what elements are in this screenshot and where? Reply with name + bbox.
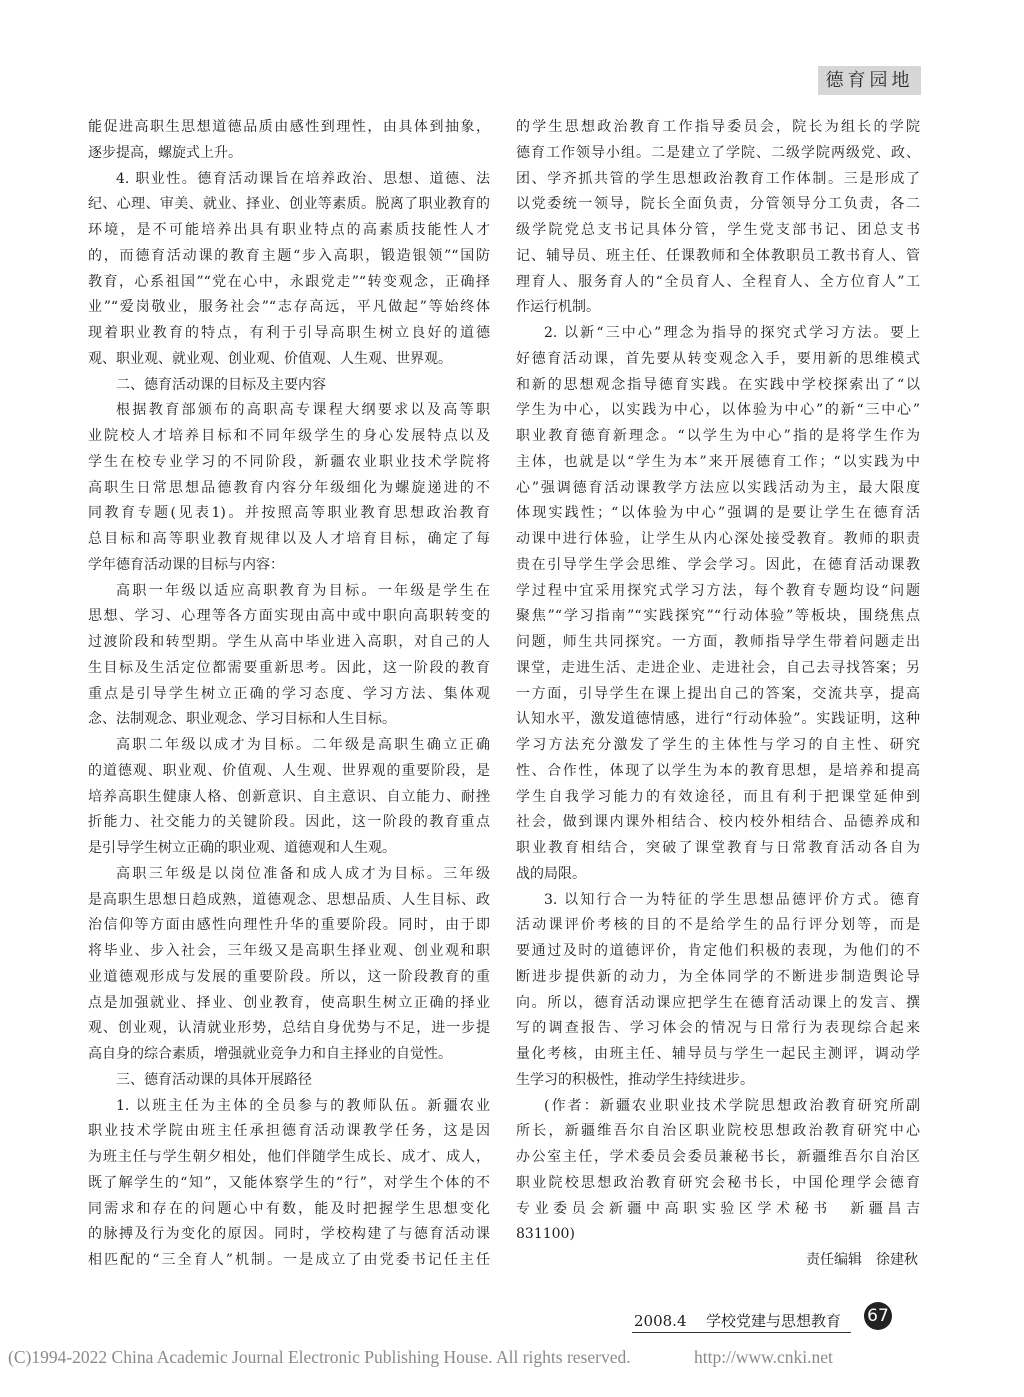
paragraph [88,167,490,373]
text-line: 写的调查报告、学习体会的情况与日常行为表现综合起来 [516,1020,920,1037]
copyright-url: http://www.cnki.net [694,1347,833,1367]
text-line: 思想、学习、心理等各方面实现由高中或中职向高职转变的 [88,608,490,625]
text-line: 同需求和存在的问题心中有数，能及时把握学生思想变化 [88,1200,490,1217]
text-line: 好德育活动课，首先要从转变观念入手，要用新的思维模式 [516,350,920,367]
text-line: 要通过及时的道德评价，肯定他们积极的表现，为他们的不 [516,943,920,959]
text-line: 聚焦”“学习指南”“实践探究”“行动体验”等板块，围绕焦点 [516,608,920,625]
text-line: 职业技术学院由班主任承担德育活动课教学任务，这是因 [88,1123,490,1140]
text-line: 业”“爱岗敬业，服务社会”“志存高远，平凡做起”等始终体 [88,299,490,316]
right-column [516,115,920,1274]
text-line: 是高职生思想日趋成熟，道德观念、思想品质、人生目标、政 [88,891,490,908]
text-line: 断进步提供新的动力，为全体同学的不断进步制造舆论导 [516,968,920,985]
text-line: 业院校人才培养目标和不同年级学生的身心发展特点以及 [88,428,490,444]
text-line: 作运行机制。 [516,299,600,316]
text-line: 教育，心系祖国”“党在心中，永跟党走”“转变观念，正确择 [88,273,490,290]
right-column-paragraphs [516,115,920,1248]
text-line: 学过程中宜采用探究式学习方法，每个教育专题均设“问题 [516,582,920,599]
text-line: 动课中进行体验，让学生从内心深处接受教育。教师的职责 [516,531,920,547]
text-line: 培养高职生健康人格、创新意识、自主意识、自立能力、耐挫 [88,788,490,805]
text-line: 向。所以，德育活动课应把学生在德育活动课上的发言、撰 [516,994,920,1011]
text-line: 业道德观形成与发展的重要阶段。所以，这一阶段教育的重 [88,968,490,985]
text-line: 记、辅导员、班主任、任课教师和全体教职员工教书育人、管 [516,247,920,264]
text-line: 职业教育德育新理念。“以学生为中心”指的是将学生作为 [516,428,920,444]
paragraph [516,888,920,1094]
text-line: 的脉搏及行为变化的原因。同时，学校构建了与德育活动课 [88,1226,490,1243]
text-line: 所长，新疆维吾尔自治区职业院校思想政治教育研究中心 [516,1123,920,1140]
text-line: 问题，师生共同探究。一方面，教师指导学生带着问题走出 [516,634,920,650]
text-line: 观、创业观，认清就业形势，总结自身优势与不足，进一步提 [88,1020,490,1037]
text-line: 为班主任与学生朝夕相处，他们伴随学生成长、成才、成人， [88,1149,490,1165]
text-line: 纪、心理、审美、就业、择业、创业等素质。脱离了职业教育的 [88,196,490,213]
text-line: 重点是引导学生树立正确的学习态度、学习方法、集体观 [88,685,490,702]
text-line: 折能力、社交能力的关键阶段。因此，这一阶段的教育重点 [88,814,490,831]
editor-credit: 责任编辑 徐建秋 [806,1252,918,1268]
text-line: 学生在校专业学习的不同阶段，新疆农业职业技术学院将 [88,453,490,470]
text-line: 三、德育活动课的具体开展路径 [116,1071,312,1088]
text-line: 理育人、服务育人的“全员育人、全程育人、全方位育人”工 [516,273,920,290]
text-line: 专业委员会新疆中高职实验区学术秘书 新疆昌吉 [516,1200,920,1217]
text-line: 学生自我学习能力的有效途径，而且有利于把课堂延伸到 [516,788,920,805]
text-line: 同教育专题(见表1)。并按照高等职业教育思想政治教育 [88,505,490,522]
text-line: 量化考核，由班主任、辅导员与学生一起民主测评，调动学 [516,1046,920,1062]
text-line: 的道德观、职业观、价值观、人生观、世界观的重要阶段，是 [88,762,490,779]
text-line: 高职生日常思想品德教育内容分年级细化为螺旋递进的不 [88,479,490,496]
text-line: (作者：新疆农业职业技术学院思想政治教育研究所副 [544,1097,920,1114]
paragraph [88,398,490,578]
text-line: 团、学齐抓共管的学生思想政治教育工作体制。三是形成了 [516,170,920,187]
text-line: 主体，也就是以“学生为本”来开展德育工作；“以实践为中 [516,453,920,470]
footer-journal-title: 学校党建与思想教育 [706,1312,842,1330]
text-line: 高职一年级以适应高职教育为目标。一年级是学生在 [116,582,490,599]
page-number-badge: 67 [864,1302,892,1330]
text-line: 总目标和高等职业教育规律以及人才培育目标，确定了每 [88,531,490,547]
paragraph [88,115,490,167]
text-line: 高职二年级以成才为目标。二年级是高职生确立正确 [116,737,490,753]
text-line: 4. 职业性。德育活动课旨在培养政治、思想、道德、法 [116,170,490,187]
text-line: 社会，做到课内课外相结合、校内校外相结合、品德养成和 [516,814,920,831]
text-line: 既了解学生的“知”，又能体察学生的“行”，对学生个体的不 [88,1174,490,1191]
text-line: 课堂，走进生活、走进企业、走进社会，自己去寻找答案；另 [516,659,920,676]
paragraph [88,862,490,1068]
text-line: 2. 以新“三中心”理念为指导的探究式学习方法。要上 [544,325,920,341]
text-line: 二、德育活动课的目标及主要内容 [116,376,326,393]
text-line: 学习方法充分激发了学生的主体性与学习的自主性、研究 [516,737,920,753]
text-line: 职业教育相结合，突破了课堂教育与日常教育活动各自为 [516,840,920,856]
text-line: 办公室主任，学术委员会委员兼秘书长，新疆维吾尔自治区 [516,1149,920,1165]
text-line: 的学生思想政治教育工作指导委员会，院长为组长的学院 [516,119,920,135]
text-line: 高职三年级是以岗位准备和成人成才为目标。三年级 [116,865,490,882]
left-column [88,115,490,1274]
text-line: 能促进高职生思想道德品质由感性到理性，由具体到抽象， [88,119,490,135]
left-column-paragraphs [88,115,490,1274]
text-line: 现着职业教育的特点，有利于引导高职生树立良好的道德 [88,325,490,341]
text-line: 点是加强就业、择业、创业教育，使高职生树立正确的择业 [88,994,490,1011]
text-line: 学年德育活动课的目标与内容： [88,556,284,573]
paragraph [88,373,490,399]
text-line: 的，而德育活动课的教育主题“步入高职，锻造银领”“国防 [88,247,490,264]
footer-rule [632,1332,851,1333]
text-line: 性、合作性，体现了以学生为本的教育思想，是培养和提高 [516,762,920,779]
text-line: 过渡阶段和转型期。学生从高中毕业进入高职，对自己的人 [88,634,490,650]
text-line: 相匹配的“三全育人”机制。一是成立了由党委书记任主任 [88,1252,490,1268]
text-line: 3. 以知行合一为特征的学生思想品德评价方式。德育 [544,891,920,908]
text-line: 生学习的积极性，推动学生持续进步。 [516,1071,754,1088]
text-line: 1. 以班主任为主体的全员参与的教师队伍。新疆农业 [116,1097,490,1114]
text-line: 心”强调德育活动课教学方法应以实践活动为主，最大限度 [516,479,920,496]
paragraph [516,1094,920,1249]
text-line: 观、职业观、就业观、创业观、价值观、人生观、世界观。 [88,350,452,367]
paragraph [88,1068,490,1094]
text-line: 高自身的综合素质，增强就业竞争力和自主择业的自觉性。 [88,1046,452,1062]
text-line: 学生为中心，以实践为中心，以体验为中心”的新“三中心” [516,402,920,419]
text-line: 和新的思想观念指导德育实践。在实践中学校探索出了“以 [516,376,920,393]
copyright-notice: (C)1994-2022 China Academic Journal Electronic Publishing House. All rights reserved. [8,1347,631,1367]
text-line: 级学院党总支书记具体分管，学生党支部书记、团总支书 [516,222,920,238]
paragraph [88,1094,490,1274]
paragraph [516,115,920,321]
text-line: 生目标及生活定位都需要重新思考。因此，这一阶段的教育 [88,659,490,676]
text-line: 贵在引导学生学会思维、学会学习。因此，在德育活动课教 [516,556,920,573]
text-line: 逐步提高，螺旋式上升。 [88,144,242,161]
text-line: 战的局限。 [516,865,586,882]
text-line: 体现实践性；“以体验为中心”强调的是要让学生在德育活 [516,505,920,522]
text-line: 环境，是不可能培养出具有职业特点的高素质技能性人才 [88,222,490,238]
paragraph [88,733,490,862]
text-line: 将毕业、步入社会，三年级又是高职生择业观、创业观和职 [88,943,490,959]
text-line: 一方面，引导学生在课上提出自己的答案，交流共享，提高 [516,685,920,702]
paragraph [88,579,490,734]
text-line: 根据教育部颁布的高职高专课程大纲要求以及高等职 [116,402,490,419]
text-line: 职业院校思想政治教育研究会秘书长，中国伦理学会德育 [516,1174,920,1191]
text-line: 德育工作领导小组。二是建立了学院、二级学院两级党、政、 [516,144,920,161]
text-line: 831100) [516,1226,575,1243]
text-line: 治信仰等方面由感性向理性升华的重要阶段。同时，由于即 [88,917,490,934]
text-line: 念、法制观念、职业观念、学习目标和人生目标。 [88,711,396,728]
paragraph [516,321,920,888]
text-line: 认知水平，激发道德情感，进行“行动体验”。实践证明，这种 [516,711,920,728]
section-header-badge: 德育园地 [818,66,921,95]
text-line: 以党委统一领导，院长全面负责，分管领导分工负责，各二 [516,196,920,213]
footer-issue: 2008.4 [634,1312,687,1330]
text-line: 是引导学生树立正确的职业观、道德观和人生观。 [88,840,396,856]
text-line: 活动课评价考核的目的不是给学生的品行评分划等，而是 [516,917,920,934]
